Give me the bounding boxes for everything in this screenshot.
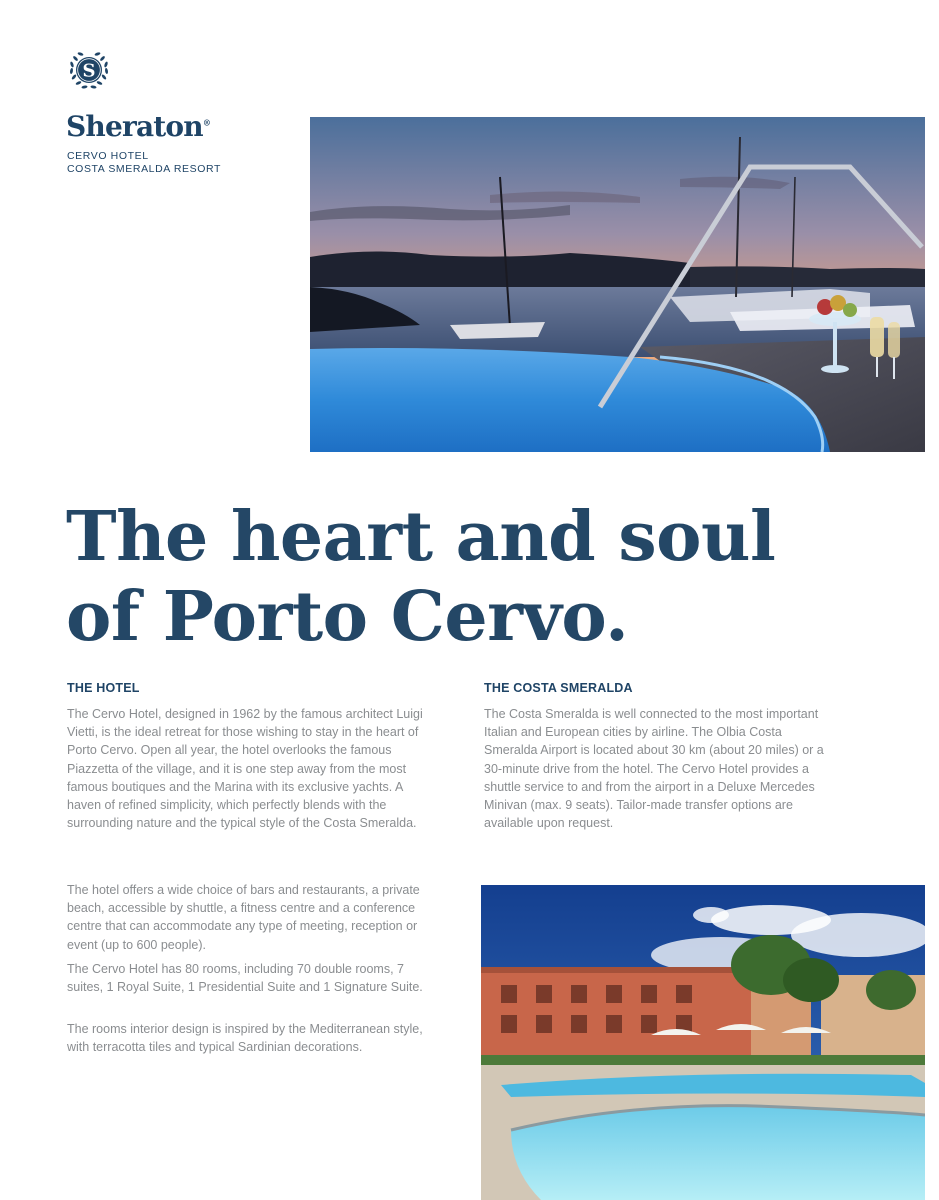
hotel-paragraph-3: The Cervo Hotel has 80 rooms, including 70 double rooms, 7 suites, 1 Royal Suite, 1 Presidential Suite and 1 Signature Suite. (67, 962, 423, 995)
hotel-section-title: THE HOTEL (67, 681, 140, 695)
hotel-paragraph-2: The hotel offers a wide choice of bars and restaurants, a private beach, accessible by shuttle, a fitness centre and a conference centre that can accommodate any type of meeting, reception or event (up to 600 people). (67, 883, 420, 952)
registered-mark: ® (202, 117, 211, 128)
hotel-terracotta-building-pool-photo (481, 885, 925, 1200)
headline-line2: of Porto Cervo. (66, 577, 629, 657)
costa-section-title: THE COSTA SMERALDA (484, 681, 633, 695)
headline (66, 497, 886, 657)
laurel-wreath-s-icon (66, 47, 112, 93)
emblem-letter: S (82, 60, 96, 82)
brand-subtitle-line2: COSTA SMERALDA RESORT (67, 163, 221, 175)
brand-name: Sheraton (66, 110, 203, 143)
brand-logo (66, 110, 211, 143)
sunset-marina-infinity-pool-photo (310, 117, 925, 452)
hotel-paragraph-4: The rooms interior design is inspired by the Mediterranean style, with terracotta tiles and typical Sardinian decorations. (67, 1022, 423, 1055)
headline-line1: The heart and soul (66, 497, 776, 577)
hotel-paragraph-1: The Cervo Hotel, designed in 1962 by the famous architect Luigi Vietti, is the ideal retreat for those wishing to stay in the heart of Porto Cervo. Open all year, the hotel overlooks the famous Piazzetta of the village, and it is one step away from the most famous boutiques and the Marina with its exclusive yachts. A haven of refined simplicity, which perfectly blends with the surrounding nature and the typical style of the Costa Smeralda. (67, 707, 423, 831)
brand-subtitle-line1: CERVO HOTEL (67, 150, 149, 162)
costa-paragraph-1: The Costa Smeralda is well connected to the most important Italian and European cities by airline. The Olbia Costa Smeralda Airport is located about 30 km (about 20 miles) or a 30-minute drive from the hotel. The Cervo Hotel provides a shuttle service to and from the airport in a Deluxe Mercedes Minivan (max. 9 seats). Tailor-made transfer options are available upon request. (484, 707, 824, 831)
